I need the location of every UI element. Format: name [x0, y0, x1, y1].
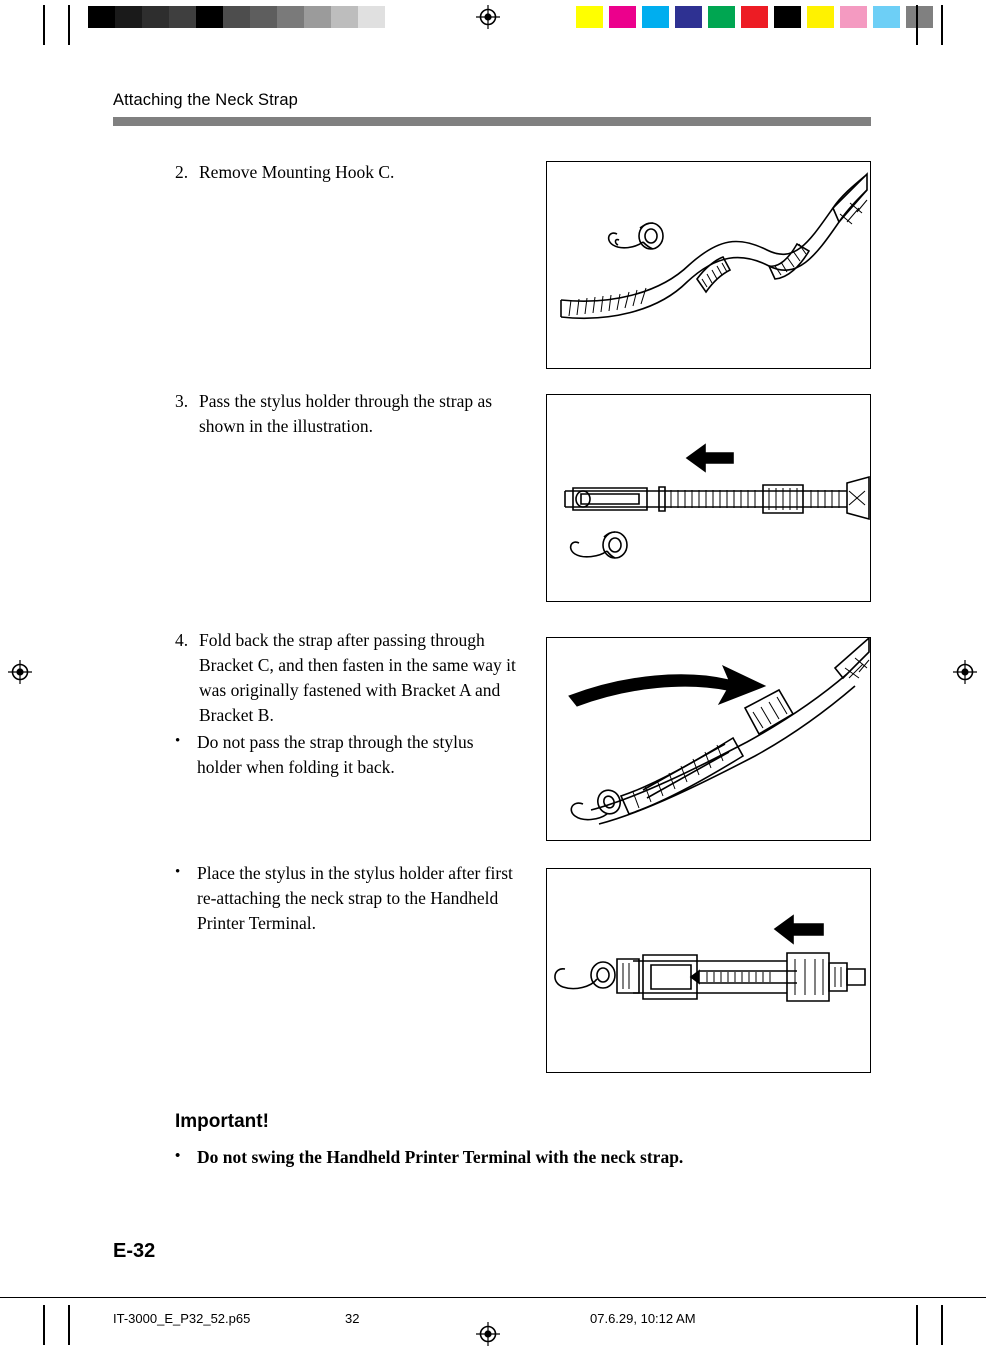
bullet-marker: • — [175, 733, 181, 749]
page-number: E-32 — [113, 1240, 156, 1262]
page-header-title: Attaching the Neck Strap — [113, 91, 298, 109]
step-4-text: Fold back the strap after passing through Bracket C, and then fasten in the same way it was originally fastened with Bracket A and Bracket B. — [199, 630, 516, 725]
important-heading: Important! — [175, 1111, 269, 1132]
step-3 — [175, 389, 520, 439]
bullet-place-stylus-text: Place the stylus in the stylus holder after first re-attaching the neck strap to the Handheld Printer Terminal. — [197, 863, 513, 933]
bullet-marker: • — [175, 1148, 181, 1164]
figure-place-stylus — [546, 868, 871, 1073]
step-2 — [175, 160, 520, 185]
figure-remove-mounting-hook-c — [546, 161, 871, 369]
step-3-number: 3. — [175, 391, 189, 411]
figure-fold-back-strap — [546, 637, 871, 841]
bullet-marker: • — [175, 864, 181, 880]
bullet-do-not-pass-strap-text: Do not pass the strap through the stylus holder when folding it back. — [197, 732, 474, 777]
footer-timestamp: 07.6.29, 10:12 AM — [590, 1311, 696, 1326]
important-bullet — [175, 1145, 875, 1169]
figure-pass-stylus-holder — [546, 394, 871, 602]
bullet-do-not-pass-strap — [175, 730, 520, 780]
footer-divider-rule — [0, 1297, 986, 1298]
step-2-number: 2. — [175, 162, 189, 182]
bullet-place-stylus — [175, 861, 525, 936]
step-4 — [175, 628, 525, 728]
header-divider-rule — [113, 117, 871, 126]
footer-page-number: 32 — [345, 1311, 360, 1326]
step-4-number: 4. — [175, 630, 189, 650]
step-3-text: Pass the stylus holder through the strap as shown in the illustration. — [199, 391, 493, 436]
step-2-text: Remove Mounting Hook C. — [199, 162, 395, 182]
footer-file-name: IT-3000_E_P32_52.p65 — [113, 1311, 251, 1326]
important-bullet-text: Do not swing the Handheld Printer Terminal with the neck strap. — [197, 1147, 684, 1167]
